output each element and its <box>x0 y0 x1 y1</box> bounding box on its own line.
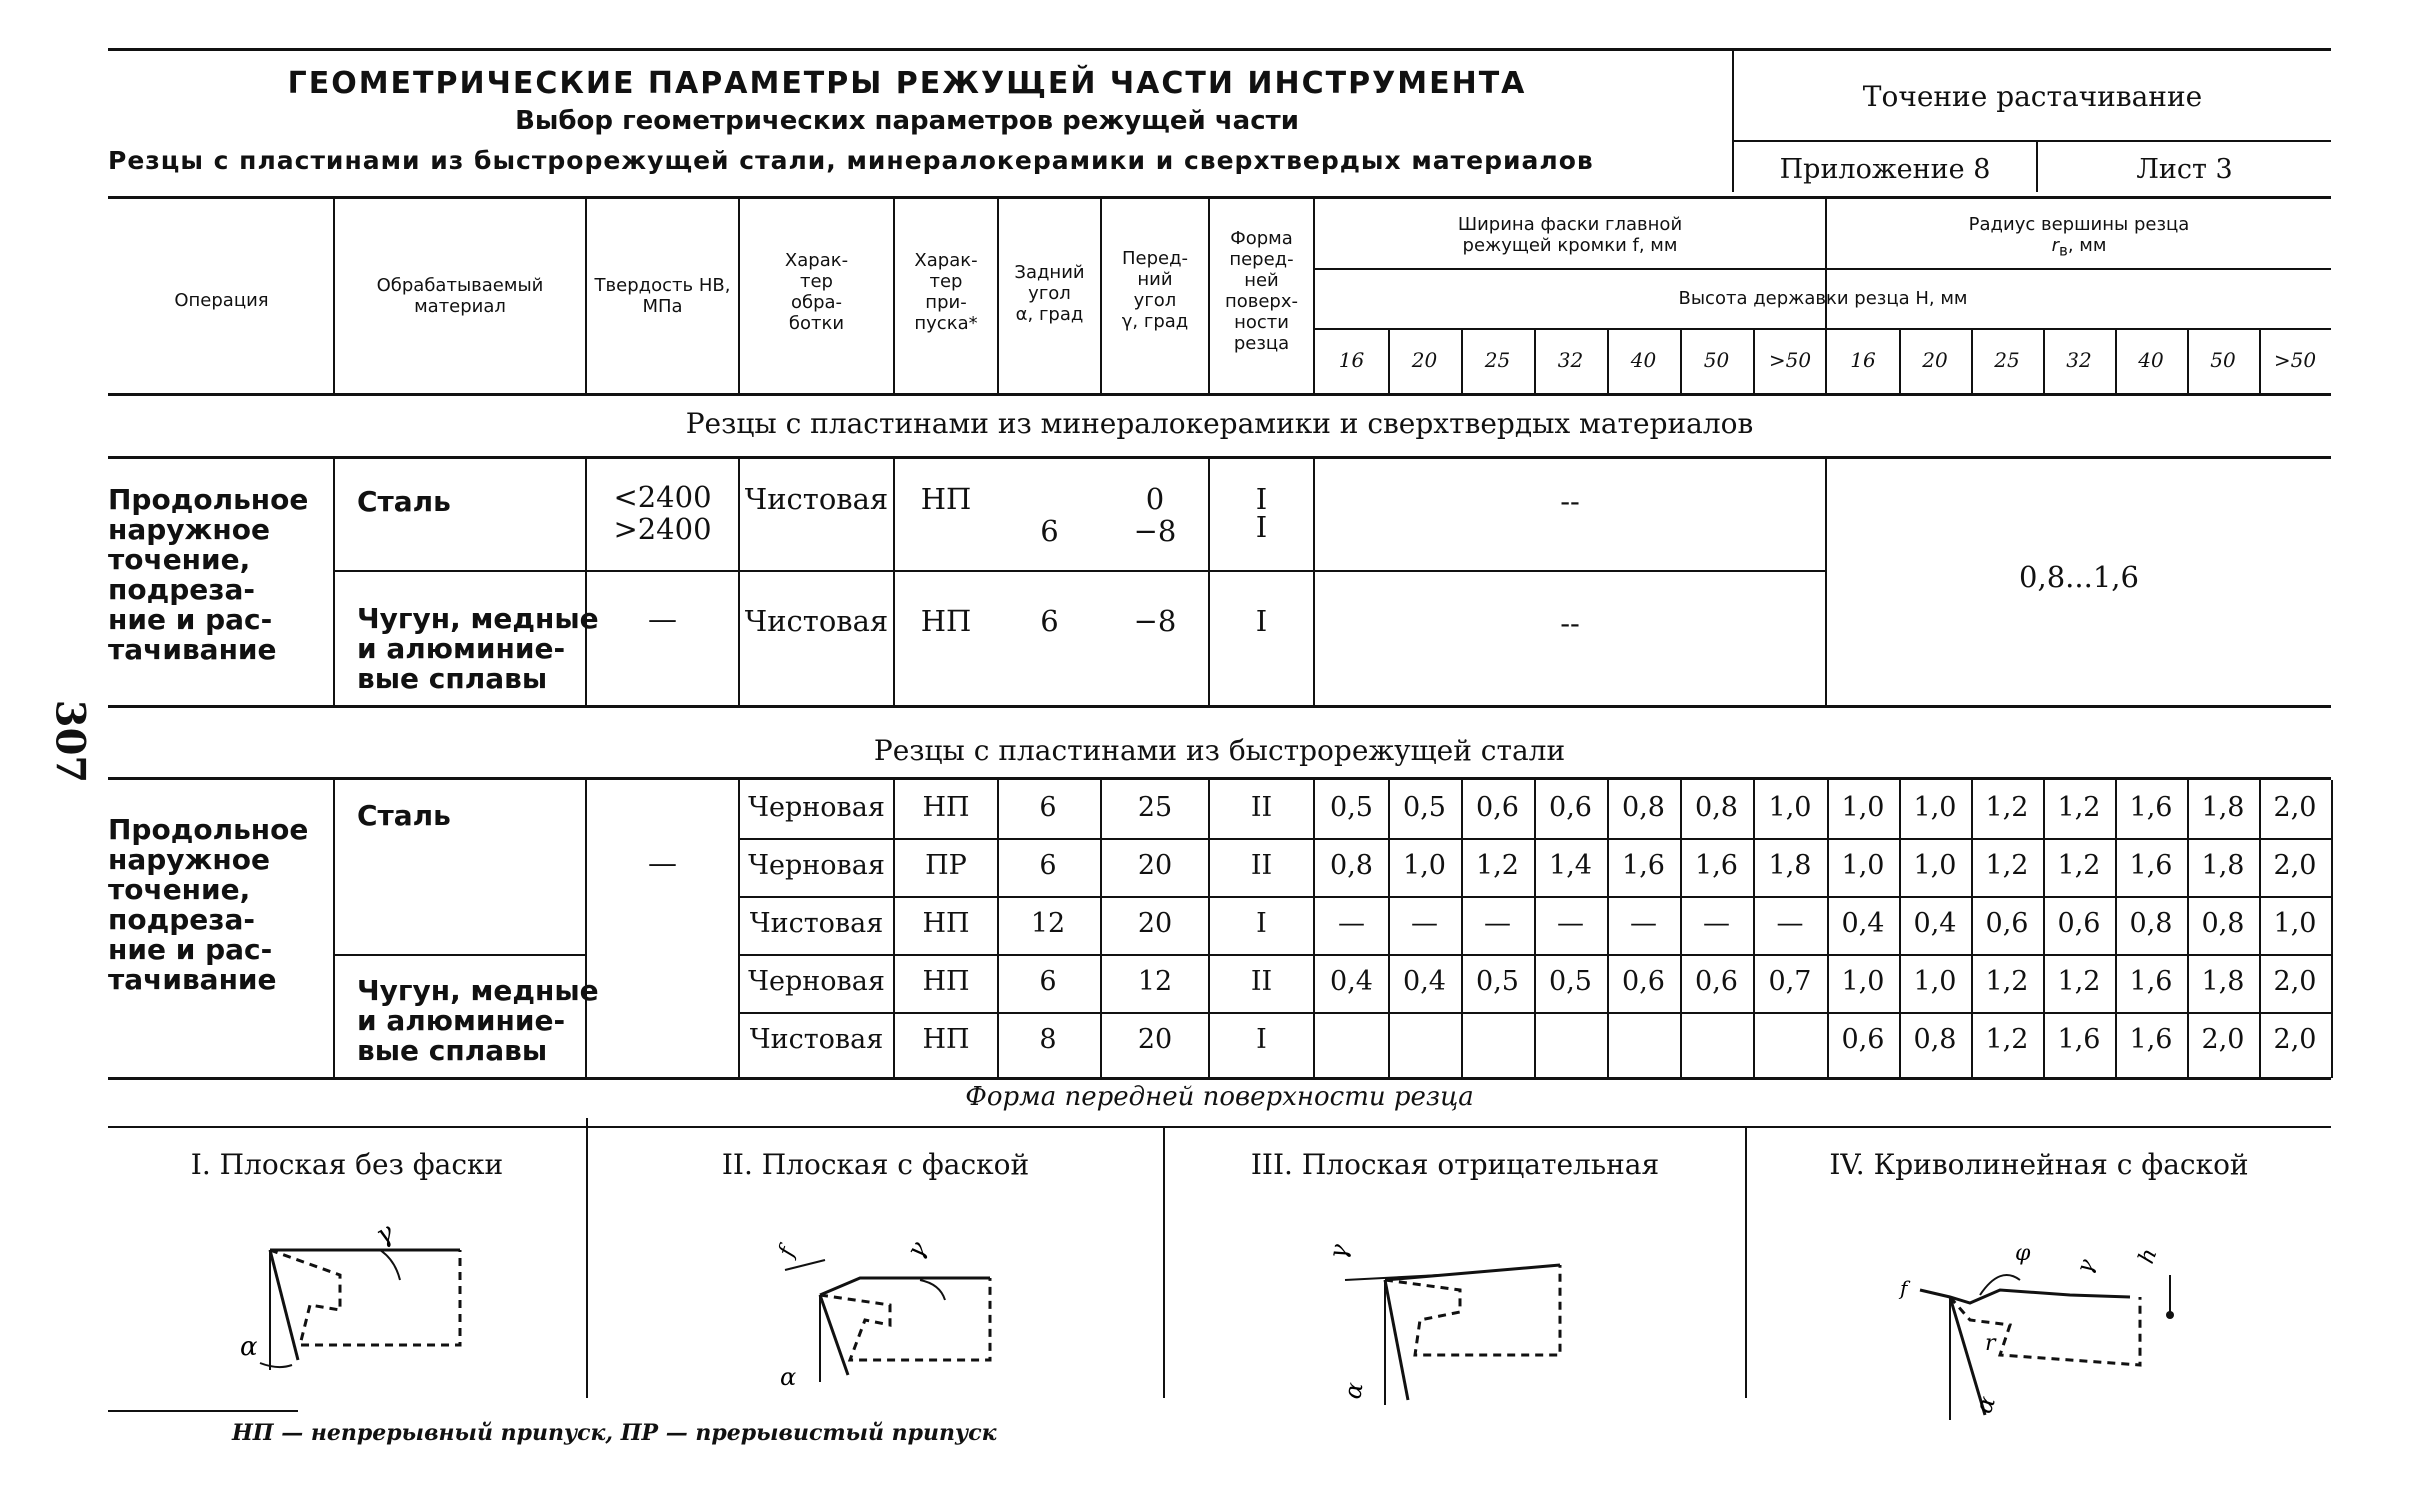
col-radius-unit <box>1827 235 2331 262</box>
chamfer-value: 0,4 <box>1330 966 1373 997</box>
col-allowance <box>895 250 997 334</box>
section1-row-divider <box>335 570 1825 572</box>
section2-steel: Сталь <box>357 799 451 832</box>
radius-value: 1,2 <box>1985 792 2029 823</box>
form-2-label: II. Плоская с фаской <box>721 1148 1030 1181</box>
col-shape-line: Форма <box>1230 228 1293 249</box>
point-marker <box>2166 1311 2174 1319</box>
col-chamfer-title-line: Ширина фаски главной <box>1457 214 1683 235</box>
col-material: Обрабатываемый материал <box>376 275 544 317</box>
row-allowance: НП <box>922 792 970 823</box>
form-4-drawing <box>1890 1225 2190 1425</box>
row-front-angle: 20 <box>1137 1024 1173 1055</box>
chamfer-value: 0,5 <box>1476 966 1519 997</box>
radius-value: 2,0 <box>2201 1024 2245 1055</box>
size-col-line <box>2331 780 2333 1078</box>
col-shape <box>1210 228 1313 354</box>
op-line: подреза- <box>108 573 256 606</box>
col-back-angle-line: угол <box>1028 283 1071 304</box>
radius-value: 1,0 <box>1913 850 1957 881</box>
section2-operation <box>108 815 308 995</box>
chamfer-value: 0,4 <box>1403 966 1446 997</box>
chamfer-value: 0,5 <box>1549 966 1592 997</box>
section2-hardness: — <box>648 846 677 880</box>
section1-iron-allowance: НП <box>920 604 972 638</box>
radius-value: 0,6 <box>2057 908 2101 939</box>
chamfer-value: 0,7 <box>1768 966 1812 997</box>
chamfer-value: 0,6 <box>1622 966 1665 997</box>
radius-value: 0,4 <box>1913 908 1957 939</box>
section1-iron <box>357 604 599 694</box>
row-front-angle: 25 <box>1137 792 1173 823</box>
f-symbol: f <box>1900 1276 1908 1300</box>
gamma-symbol: γ <box>370 1217 399 1252</box>
chamfer-value: — <box>1776 908 1804 939</box>
radius-size-header: >50 <box>2273 348 2317 372</box>
header-sub-rule <box>1315 268 2331 270</box>
chamfer-value: 0,5 <box>1403 792 1446 823</box>
section1-operation <box>108 485 308 665</box>
radius-value: 1,6 <box>2129 1024 2173 1055</box>
col-shape-line: ней <box>1244 270 1279 291</box>
radius-size-header: 50 <box>2210 348 2236 372</box>
row-processing: Чистовая <box>749 908 884 939</box>
col-allowance-line: пуска* <box>914 313 978 334</box>
radius-value: 1,2 <box>2057 792 2101 823</box>
radius-value: 1,0 <box>1841 850 1885 881</box>
row-allowance: НП <box>922 966 970 997</box>
radius-subscript: в <box>2058 241 2068 260</box>
op-line: точение, <box>108 543 251 576</box>
row-shape: II <box>1250 792 1273 823</box>
section1-top-rule <box>108 456 2331 459</box>
chamfer-value: — <box>1338 908 1365 939</box>
chamfer-value: 1,6 <box>1695 850 1738 881</box>
row-processing: Черновая <box>748 966 885 997</box>
col-processing-line: обра- <box>790 292 843 313</box>
radius-size-header: 20 <box>1922 348 1948 372</box>
chamfer-value: 0,6 <box>1695 966 1738 997</box>
radius-size-header: 40 <box>2138 348 2164 372</box>
chamfer-value: — <box>1630 908 1657 939</box>
radius-size-header: 16 <box>1850 348 1876 372</box>
col-shape-line: поверх- <box>1224 291 1299 312</box>
col-chamfer-title-line: режущей кромки f, мм <box>1462 235 1678 256</box>
col-processing-line: Харак- <box>784 250 849 271</box>
form-3-drawing <box>1320 1220 1580 1420</box>
radius-value: 1,2 <box>2057 850 2101 881</box>
radius-value: 2,0 <box>2273 966 2317 997</box>
chamfer-value: 0,6 <box>1549 792 1592 823</box>
radius-value: 2,0 <box>2273 792 2317 823</box>
radius-unit: , мм <box>2067 235 2107 256</box>
op-line: тачивание <box>108 633 277 666</box>
material-divider <box>335 954 585 956</box>
form-2-drawing <box>770 1210 1030 1390</box>
radius-value: 0,8 <box>2129 908 2173 939</box>
section2-iron <box>357 976 599 1066</box>
appendix-label: Приложение 8 <box>1779 154 1991 185</box>
col-back-angle-line: α, град <box>1015 304 1084 325</box>
col-radius-title <box>1827 214 2331 262</box>
row-front-angle: 20 <box>1137 908 1173 939</box>
row-processing: Черновая <box>748 850 885 881</box>
row-processing: Черновая <box>748 792 885 823</box>
col-line <box>333 458 335 706</box>
col-allowance-line: Харак- <box>914 250 978 271</box>
form-4-label: IV. Криволинейная с фаской <box>1829 1148 2249 1181</box>
section2-bottom-rule <box>108 1077 2331 1080</box>
page-subtitle: Выбор геометрических параметров режущей части <box>515 106 1299 136</box>
col-radius-title-line: Радиус вершины резца <box>1968 214 2190 235</box>
col-hardness: Твердость НВ, МПа <box>594 275 731 317</box>
radius-value: 1,8 <box>2201 792 2245 823</box>
row-back-angle: 6 <box>1039 792 1057 823</box>
alpha-symbol: α <box>1969 1392 2002 1418</box>
section1-steel-hardness-2: >2400 <box>613 512 712 546</box>
row-back-angle: 12 <box>1030 908 1066 939</box>
section1-iron-front: −8 <box>1133 604 1177 638</box>
radius-size-header: 25 <box>1994 348 2020 372</box>
section2-title: Резцы с пластинами из быстрорежущей стали <box>873 734 1566 767</box>
footnote: НП — непрерывный припуск, ПР — прерывистый припуск <box>232 1420 997 1446</box>
chamfer-size-header: 20 <box>1411 348 1438 372</box>
row-shape: I <box>1256 908 1267 939</box>
row-divider <box>738 838 2331 840</box>
chamfer-value: — <box>1703 908 1730 939</box>
radius-value: 1,2 <box>2057 966 2101 997</box>
r-symbol: r <box>1985 1331 1996 1356</box>
gamma-symbol: γ <box>2072 1256 2101 1278</box>
op-line: наружное <box>108 513 270 546</box>
section1-steel-allowance: НП <box>920 482 972 516</box>
radius-value: 1,0 <box>1913 966 1957 997</box>
section1-steel-chamfer: -- <box>1560 484 1580 518</box>
iron-line: вые сплавы <box>357 662 548 695</box>
section1-steel-shape-2: I <box>1255 510 1268 544</box>
chamfer-size-header: 25 <box>1484 348 1511 372</box>
chamfer-value: 1,0 <box>1768 792 1812 823</box>
chamfer-size-header: 32 <box>1557 348 1584 372</box>
op-line: Продольное <box>108 483 309 516</box>
col-processing <box>740 250 893 334</box>
col-holder-height: Высота державки резца Н, мм <box>1678 288 1968 309</box>
footnote-rule <box>108 1410 298 1412</box>
op-line: ние и рас- <box>108 933 273 966</box>
chamfer-value: 0,8 <box>1695 792 1738 823</box>
col-processing-line: ботки <box>788 313 845 334</box>
iron-line: и алюминие- <box>357 1004 566 1037</box>
radius-size-header: 32 <box>2066 348 2092 372</box>
radius-value: 0,4 <box>1841 908 1885 939</box>
radius-value: 1,2 <box>1985 966 2029 997</box>
col-allowance-line: при- <box>925 292 967 313</box>
section1-steel-front-1: 0 <box>1145 482 1165 516</box>
section1-iron-hardness: — <box>648 602 677 636</box>
alpha-symbol: α <box>240 1332 258 1362</box>
chamfer-size-header: >50 <box>1768 348 1812 372</box>
op-line: ние и рас- <box>108 603 273 636</box>
iron-line: Чугун, медные <box>357 602 599 635</box>
row-shape: I <box>1256 1024 1267 1055</box>
op-line: тачивание <box>108 963 277 996</box>
radius-value: 0,8 <box>2201 908 2245 939</box>
section-label: Точение растачивание <box>1862 80 2203 113</box>
iron-line: и алюминие- <box>357 632 566 665</box>
section1-title: Резцы с пластинами из минералокерамики и сверхтвердых материалов <box>685 407 1754 440</box>
section1-steel-processing: Чистовая <box>744 482 889 516</box>
alpha-symbol: α <box>1338 1380 1369 1402</box>
row-shape: II <box>1250 850 1273 881</box>
forms-title: Форма передней поверхности резца <box>965 1082 1474 1112</box>
col-front-angle-line: γ, град <box>1121 311 1189 332</box>
row-front-angle: 12 <box>1137 966 1173 997</box>
page-title: ГЕОМЕТРИЧЕСКИЕ ПАРАМЕТРЫ РЕЖУЩЕЙ ЧАСТИ ИНСТРУМЕНТА <box>287 66 1527 101</box>
table-top-rule <box>108 196 2331 199</box>
radius-value: 1,2 <box>1985 850 2029 881</box>
row-shape: II <box>1250 966 1273 997</box>
section2-top-rule <box>108 777 2331 780</box>
section1-steel: Сталь <box>357 485 451 518</box>
chamfer-value: 1,0 <box>1403 850 1446 881</box>
col-allowance-line: тер <box>929 271 963 292</box>
chamfer-value: — <box>1411 908 1438 939</box>
gamma-symbol: γ <box>900 1236 933 1263</box>
col-shape-line: ности <box>1234 312 1289 333</box>
chamfer-size-header: 50 <box>1703 348 1730 372</box>
chamfer-value: — <box>1557 908 1584 939</box>
f-symbol: f <box>774 1243 801 1261</box>
form-1-label: I. Плоская без фаски <box>190 1148 504 1181</box>
col-processing-line: тер <box>800 271 833 292</box>
phi-symbol: φ <box>2015 1241 2031 1266</box>
page-number: 307 <box>46 699 94 784</box>
row-back-angle: 8 <box>1039 1024 1057 1055</box>
section1-bottom-rule <box>108 705 2331 708</box>
col-shape-line: резца <box>1233 333 1290 354</box>
form-1-drawing <box>230 1205 490 1385</box>
op-line: подреза- <box>108 903 256 936</box>
radius-value: 1,0 <box>1841 792 1885 823</box>
radius-value: 1,0 <box>2273 908 2317 939</box>
col-front-angle-line: ний <box>1137 269 1173 290</box>
iron-line: вые сплавы <box>357 1034 548 1067</box>
col-front-angle <box>1102 248 1208 332</box>
chamfer-value: 1,2 <box>1476 850 1519 881</box>
form-3-label: III. Плоская отрицательная <box>1250 1148 1660 1181</box>
header-inner-rule <box>1734 140 2331 142</box>
col-line <box>333 780 335 1078</box>
h-symbol: h <box>2134 1245 2163 1268</box>
row-divider <box>738 896 2331 898</box>
row-back-angle: 6 <box>1039 850 1057 881</box>
radius-value: 1,0 <box>1841 966 1885 997</box>
radius-value: 1,6 <box>2129 966 2173 997</box>
chamfer-size-header: 16 <box>1338 348 1365 372</box>
col-operation: Операция <box>174 290 269 311</box>
col-chamfer-title <box>1315 214 1825 256</box>
header-sub-rule <box>1315 328 2331 330</box>
page-subtitle-2: Резцы с пластинами из быстрорежущей стали, минералокерамики и сверхтвердых материалов <box>108 146 1594 175</box>
radius-value: 1,0 <box>1913 792 1957 823</box>
section1-iron-chamfer: -- <box>1560 606 1580 640</box>
section1-steel-hardness-1: <2400 <box>613 480 712 514</box>
op-line: наружное <box>108 843 270 876</box>
chamfer-value: 0,8 <box>1622 792 1665 823</box>
radius-value: 1,8 <box>2201 850 2245 881</box>
section1-radius: 0,8...1,6 <box>2019 560 2139 594</box>
radius-value: 1,6 <box>2057 1024 2101 1055</box>
section1-iron-processing: Чистовая <box>744 604 889 638</box>
row-allowance: ПР <box>925 850 967 881</box>
chamfer-value: 0,8 <box>1330 850 1373 881</box>
col-back-angle-line: Задний <box>1014 262 1085 283</box>
alpha-symbol: α <box>780 1363 797 1390</box>
radius-value: 1,8 <box>2201 966 2245 997</box>
radius-symbol: r <box>2051 235 2059 256</box>
radius-value: 0,6 <box>1841 1024 1885 1055</box>
chamfer-value: — <box>1484 908 1511 939</box>
row-allowance: НП <box>922 908 970 939</box>
col-back-angle <box>999 262 1100 325</box>
row-divider <box>738 1012 2331 1014</box>
chamfer-size-header: 40 <box>1630 348 1657 372</box>
iron-line: Чугун, медные <box>357 974 599 1007</box>
table-header-bottom-rule <box>108 393 2331 396</box>
op-line: Продольное <box>108 813 309 846</box>
row-front-angle: 20 <box>1137 850 1173 881</box>
gamma-symbol: γ <box>1323 1242 1354 1262</box>
radius-value: 1,6 <box>2129 792 2173 823</box>
radius-value: 0,8 <box>1913 1024 1957 1055</box>
row-divider <box>738 954 2331 956</box>
op-line: точение, <box>108 873 251 906</box>
chamfer-value: 0,6 <box>1476 792 1519 823</box>
row-allowance: НП <box>922 1024 970 1055</box>
section1-iron-shape: I <box>1255 604 1268 638</box>
radius-value: 0,6 <box>1985 908 2029 939</box>
top-rule <box>108 48 2331 51</box>
radius-value: 2,0 <box>2273 850 2317 881</box>
col-shape-line: перед- <box>1229 249 1294 270</box>
row-processing: Чистовая <box>749 1024 884 1055</box>
chamfer-value: 0,5 <box>1330 792 1373 823</box>
forms-rule <box>108 1126 2331 1128</box>
radius-value: 2,0 <box>2273 1024 2317 1055</box>
radius-value: 1,2 <box>1985 1024 2029 1055</box>
radius-value: 1,6 <box>2129 850 2173 881</box>
section1-iron-back: 6 <box>1040 604 1059 638</box>
col-front-angle-line: угол <box>1133 290 1177 311</box>
chamfer-value: 1,6 <box>1622 850 1665 881</box>
col-front-angle-line: Перед- <box>1121 248 1189 269</box>
section1-steel-back: 6 <box>1040 514 1059 548</box>
section1-steel-shape-1: I <box>1255 482 1268 516</box>
sheet-label: Лист 3 <box>2136 154 2233 185</box>
section1-steel-front-2: −8 <box>1133 514 1177 548</box>
chamfer-value: 1,8 <box>1768 850 1812 881</box>
row-back-angle: 6 <box>1039 966 1057 997</box>
chamfer-value: 1,4 <box>1549 850 1592 881</box>
